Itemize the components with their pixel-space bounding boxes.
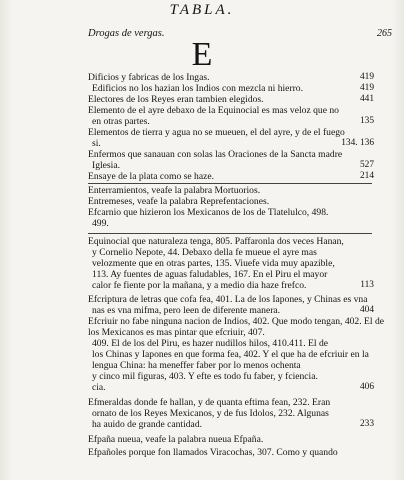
index-entry: Efmeraldas donde fe hallan, y de quanta eftima fean, 232. Eran	[88, 397, 331, 408]
page-reference: 113	[360, 280, 374, 290]
index-entry: 113. Ay fuentes de aguas faludables, 167. En el Piru el mayor	[92, 269, 328, 280]
index-entry: ha auido de grande cantidad.	[92, 419, 203, 430]
index-entry: y Cornelio Nepote, 44. Debaxo della fe mueue el ayre mas	[92, 247, 317, 258]
index-entry: Elementos de tierra y agua no se mueuen, el del ayre, y de el fuego	[88, 127, 345, 138]
index-entry: si.	[92, 138, 101, 149]
index-entry: Entremeses, veafe la palabra Reprefentaciones.	[88, 196, 270, 207]
page-reference: 134. 136	[341, 138, 374, 148]
page-reference: 419	[359, 83, 374, 93]
page-number: 265	[377, 28, 392, 39]
running-title: TABLA.	[169, 2, 235, 18]
index-entry: calor fe fiente por la mañana, y a medio dia haze frefco.	[92, 280, 307, 291]
index-entry: 409. El de los del Piru, es hazer nudillos hilos, 410.411. El de	[92, 338, 328, 349]
index-entry: Efcriptura de letras que cofa fea, 401. La de los Iapones, y Chinas es vna	[88, 294, 368, 305]
divider	[88, 183, 372, 184]
page-reference: 233	[359, 419, 374, 429]
index-entry: y cinco mil figuras, 403. Y efte es todo fu faber, y fciencia.	[92, 371, 318, 382]
index-entry: Enfermos que sanauan con solas las Oraciones de la Sancta madre	[88, 149, 343, 160]
page-reference: 419	[359, 72, 374, 82]
index-entry: cia.	[92, 382, 106, 393]
page-reference: 135	[359, 116, 374, 126]
index-entry: los Chinas y Iapones en que forma fea, 402. Y el que ha de efcriuir en la lengua China: ha meneffer faber por lo menos ochenta	[92, 349, 369, 371]
index-entry: Efcriuir no fabe ninguna nacion de Indios, 402. Que modo tengan, 402. El de los Mexicanos es mas pintar que efcriuir, 407.	[88, 316, 384, 338]
index-entry: Ensaye de la plata como se haze.	[88, 171, 214, 182]
index-entry: Elemento de el ayre debaxo de la Equinocial es mas veloz que no	[88, 105, 339, 116]
page-reference: 527	[359, 160, 374, 170]
section-letter: E	[191, 36, 213, 73]
page-reference: 404	[359, 305, 374, 315]
index-entry: Efpañoles porque fon llamados Viracochas, 307. Como y quando	[88, 447, 338, 458]
index-entry: Efcarnio que hizieron los Mexicanos de los de Tlatelulco, 498.	[88, 207, 329, 218]
page-reference: 214	[359, 171, 374, 181]
index-entry: velozmente que en otras partes, 135. Viuefe vida muy apazible,	[92, 258, 335, 269]
index-entry: nas es vna mifma, pero leen de diferente manera.	[92, 305, 281, 316]
index-entry: Edificios no los hazian los Indios con mezcla ni hierro.	[92, 83, 304, 94]
index-entry: Iglesia.	[92, 160, 120, 171]
index-entry: en otras partes.	[92, 116, 150, 127]
index-entry: Efpaña nueua, veafe la palabra nueua Efpaña.	[88, 434, 264, 445]
index-entry: Enterramientos, veafe la palabra Mortuorios.	[88, 185, 261, 196]
divider	[88, 233, 372, 234]
index-entry: Equinocial que naturaleza tenga, 805. Paffaronla dos veces Hanan,	[88, 236, 344, 247]
index-entry: ornato de los Reyes Mexicanos, y de fus Idolos, 232. Algunas	[92, 408, 329, 419]
index-entry: 499.	[92, 218, 109, 229]
index-entry: Electores de los Reyes eran tambien elegidos.	[88, 94, 264, 105]
page-reference: 406	[359, 382, 374, 392]
page-reference: 441	[359, 94, 374, 104]
section-label: Drogas de vergas.	[88, 28, 165, 39]
index-entry: Dificios y fabricas de los Ingas.	[88, 72, 210, 83]
